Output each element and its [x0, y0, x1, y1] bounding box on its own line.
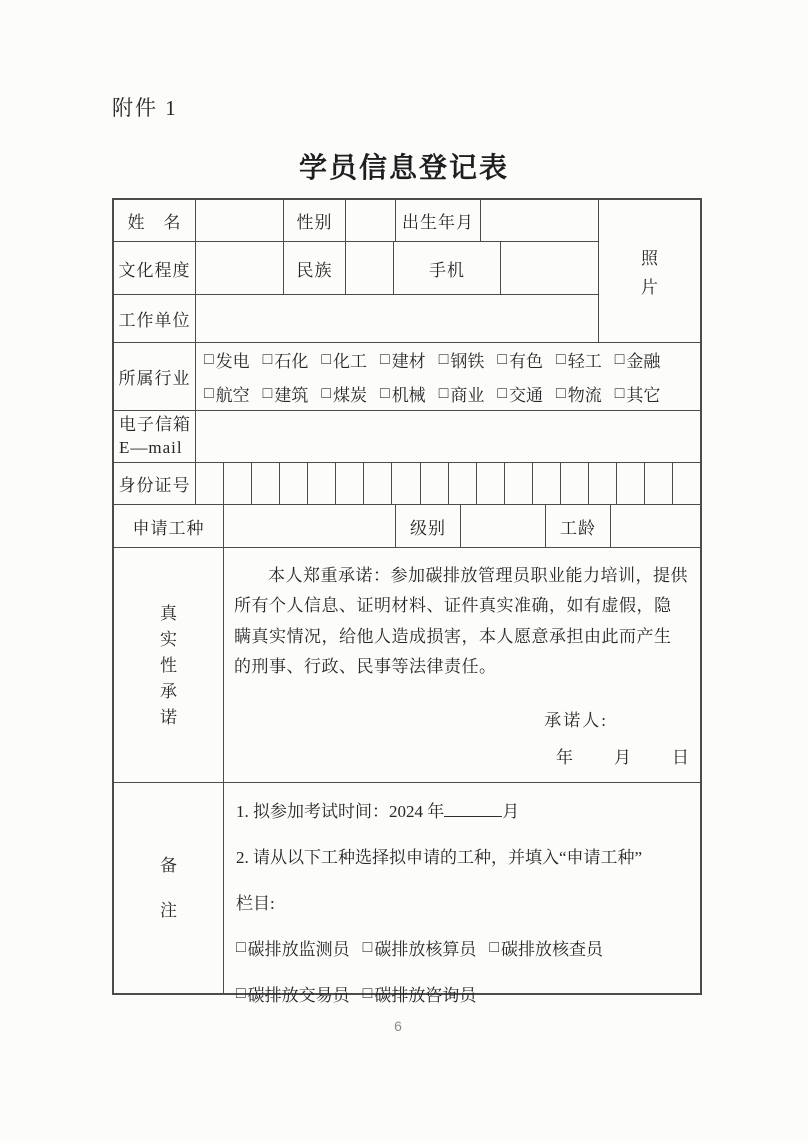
- remarks-content: [224, 783, 700, 1005]
- checkbox-icon: □: [614, 350, 625, 368]
- industry-option-label: 建筑: [274, 386, 309, 405]
- name-gender-birth-row: [114, 200, 598, 242]
- commitment-label-char: 性: [160, 655, 177, 675]
- gender-field-label: 性别: [284, 200, 346, 241]
- industry-options-line2: [204, 381, 694, 406]
- work-unit-value-cell: [196, 295, 598, 342]
- photo-cell: [598, 200, 700, 342]
- apply-job-field-label: 申请工种: [114, 505, 224, 547]
- id-digit-cell: [280, 463, 308, 504]
- id-digit-cells: [196, 463, 700, 504]
- id-digit-cell: [617, 463, 645, 504]
- name-field-label: 姓 名: [114, 200, 196, 241]
- month-suffix-text: 月: [502, 802, 520, 821]
- email-row: [114, 411, 700, 463]
- industry-option: [263, 381, 309, 406]
- job-option: [489, 935, 603, 960]
- remarks-row: [114, 783, 700, 1005]
- exam-time-text: 1. 拟参加考试时间：2024 年: [236, 802, 445, 821]
- industry-option: [439, 347, 485, 372]
- commitment-content: [224, 548, 700, 782]
- checkbox-icon: □: [362, 938, 373, 956]
- checkbox-icon: □: [556, 384, 566, 402]
- id-digit-cell: [505, 463, 533, 504]
- id-digit-cell: [449, 463, 477, 504]
- ethnicity-field-label: 民族: [284, 242, 346, 294]
- checkbox-icon: □: [362, 984, 373, 1002]
- industry-option-label: 钢铁: [450, 352, 485, 371]
- checkbox-icon: □: [262, 350, 273, 368]
- job-options-line2: [236, 981, 692, 1006]
- date-year-label: 年: [556, 748, 574, 767]
- industry-option-label: 金融: [626, 352, 661, 371]
- industry-option-label: 商业: [450, 386, 485, 405]
- ethnicity-value-cell: [346, 242, 394, 294]
- checkbox-icon: □: [438, 384, 449, 402]
- industry-option: [615, 381, 661, 406]
- level-field-label: 级别: [396, 505, 461, 547]
- industry-field-label: 所属行业: [114, 343, 196, 410]
- id-digit-cell: [589, 463, 617, 504]
- signer-label: 承诺人:: [544, 711, 608, 730]
- email-label-en: E—mail: [119, 437, 183, 457]
- job-option: [236, 981, 350, 1006]
- id-digit-cell: [533, 463, 561, 504]
- checkbox-icon: □: [438, 350, 449, 368]
- industry-option-label: 有色: [509, 352, 544, 371]
- industry-option-label: 石化: [274, 352, 309, 371]
- remarks-item2-line2: 栏目:: [236, 894, 275, 913]
- industry-options: [196, 343, 700, 410]
- industry-option-label: 航空: [215, 386, 250, 405]
- industry-option: [321, 347, 367, 372]
- checkbox-icon: □: [614, 384, 625, 402]
- commitment-label-char: 实: [160, 629, 177, 649]
- date-month-label: 月: [614, 748, 632, 767]
- checkbox-icon: □: [321, 384, 332, 402]
- job-option-label: 碳排放交易员: [247, 986, 350, 1005]
- remarks-label-char: 备: [160, 856, 177, 875]
- job-option-label: 碳排放核查员: [501, 940, 604, 959]
- id-digit-cell: [392, 463, 420, 504]
- job-option: [363, 981, 477, 1006]
- job-option-label: 碳排放核算员: [374, 940, 477, 959]
- name-value-cell: [196, 200, 284, 241]
- remarks-field-label: [114, 783, 224, 993]
- id-digit-cell: [364, 463, 392, 504]
- industry-option-label: 交通: [509, 386, 544, 405]
- checkbox-icon: □: [204, 350, 214, 368]
- mobile-value-cell: [501, 242, 598, 294]
- commitment-label-char: 承: [160, 681, 177, 701]
- job-option: [236, 935, 350, 960]
- job-option-label: 碳排放咨询员: [374, 986, 477, 1005]
- id-digit-cell: [196, 463, 224, 504]
- industry-option-label: 化工: [333, 352, 368, 371]
- industry-option: [204, 347, 250, 372]
- checkbox-icon: □: [321, 350, 332, 368]
- job-option-label: 碳排放监测员: [247, 940, 350, 959]
- commitment-text: 本人郑重承诺：参加碳排放管理员职业能力培训，提供所有个人信息、证明材料、证件真实准确，如有虚假，隐瞒真实情况，给他人造成损害，本人愿意承担由此而产生的刑事、行政、民事等法律责任。: [234, 566, 688, 676]
- photo-label-char: 片: [641, 278, 658, 297]
- date-line: [556, 743, 690, 768]
- industry-option-label: 建材: [391, 352, 426, 371]
- checkbox-icon: □: [262, 384, 273, 402]
- remarks-item1: [236, 797, 692, 822]
- id-digit-cell: [673, 463, 700, 504]
- industry-option: [497, 381, 543, 406]
- commitment-field-label: [114, 548, 224, 782]
- industry-option: [439, 381, 485, 406]
- industry-option-label: 发电: [215, 352, 250, 371]
- checkbox-icon: □: [489, 938, 500, 956]
- commitment-row: [114, 548, 700, 783]
- email-field-label: [114, 411, 196, 462]
- industry-option: [497, 347, 543, 372]
- industry-option: [321, 381, 367, 406]
- id-digit-cell: [561, 463, 589, 504]
- checkbox-icon: □: [204, 384, 214, 402]
- checkbox-icon: □: [556, 350, 566, 368]
- birth-field-label: 出生年月: [396, 200, 481, 241]
- page-title: 学员信息登记表: [298, 152, 509, 183]
- birth-value-cell: [481, 200, 598, 241]
- education-field-label: 文化程度: [114, 242, 196, 294]
- personal-info-group: [114, 200, 700, 343]
- id-digit-cell: [477, 463, 505, 504]
- industry-option: [380, 347, 426, 372]
- industry-option-label: 机械: [391, 386, 426, 405]
- id-digit-cell: [421, 463, 449, 504]
- seniority-value-cell: [611, 505, 700, 547]
- id-digit-cell: [336, 463, 364, 504]
- id-digit-cell: [308, 463, 336, 504]
- job-option: [363, 935, 477, 960]
- id-number-row: [114, 463, 700, 505]
- industry-option-label: 轻工: [567, 352, 602, 371]
- id-digit-cell: [224, 463, 252, 504]
- id-digit-cell: [252, 463, 280, 504]
- checkbox-icon: □: [380, 350, 390, 368]
- seniority-field-label: 工龄: [546, 505, 611, 547]
- work-unit-field-label: 工作单位: [114, 295, 196, 342]
- gender-value-cell: [346, 200, 396, 241]
- date-day-label: 日: [672, 748, 690, 767]
- registration-form-table: [112, 198, 702, 1005]
- industry-row: [114, 343, 700, 411]
- remarks-item2-line1: 2. 请从以下工种选择拟申请的工种，并填入“申请工种”: [236, 848, 643, 867]
- industry-option: [615, 347, 661, 372]
- industry-option: [263, 347, 309, 372]
- industry-option: [204, 381, 250, 406]
- remarks-label-char: 注: [160, 901, 177, 920]
- checkbox-icon: □: [236, 984, 246, 1002]
- industry-options-line1: [204, 347, 694, 372]
- checkbox-icon: □: [497, 350, 508, 368]
- commitment-label-char: 诺: [160, 707, 177, 727]
- education-value-cell: [196, 242, 284, 294]
- commitment-label-char: 真: [160, 603, 177, 623]
- checkbox-icon: □: [380, 384, 390, 402]
- industry-option-label: 其它: [626, 386, 661, 405]
- email-label-cn: 电子信箱: [119, 414, 191, 434]
- id-digit-cell: [645, 463, 673, 504]
- job-options-line1: [236, 935, 692, 960]
- industry-option: [556, 381, 602, 406]
- industry-option: [556, 347, 602, 372]
- photo-label-char: 照: [641, 249, 658, 268]
- level-value-cell: [461, 505, 546, 547]
- applied-job-row: [114, 505, 700, 548]
- industry-option-label: 煤炭: [333, 386, 368, 405]
- attachment-label: 附件 1: [112, 96, 178, 120]
- work-unit-row: [114, 295, 598, 342]
- industry-option-label: 物流: [567, 386, 602, 405]
- id-field-label: 身份证号: [114, 463, 196, 504]
- mobile-field-label: 手机: [394, 242, 501, 294]
- email-value-cell: [196, 411, 700, 462]
- checkbox-icon: □: [497, 384, 508, 402]
- apply-job-value-cell: [224, 505, 396, 547]
- checkbox-icon: □: [236, 938, 246, 956]
- blank-underline: [444, 803, 502, 817]
- page-number: 6: [394, 1018, 402, 1034]
- industry-option: [380, 381, 426, 406]
- education-ethnic-mobile-row: [114, 242, 598, 295]
